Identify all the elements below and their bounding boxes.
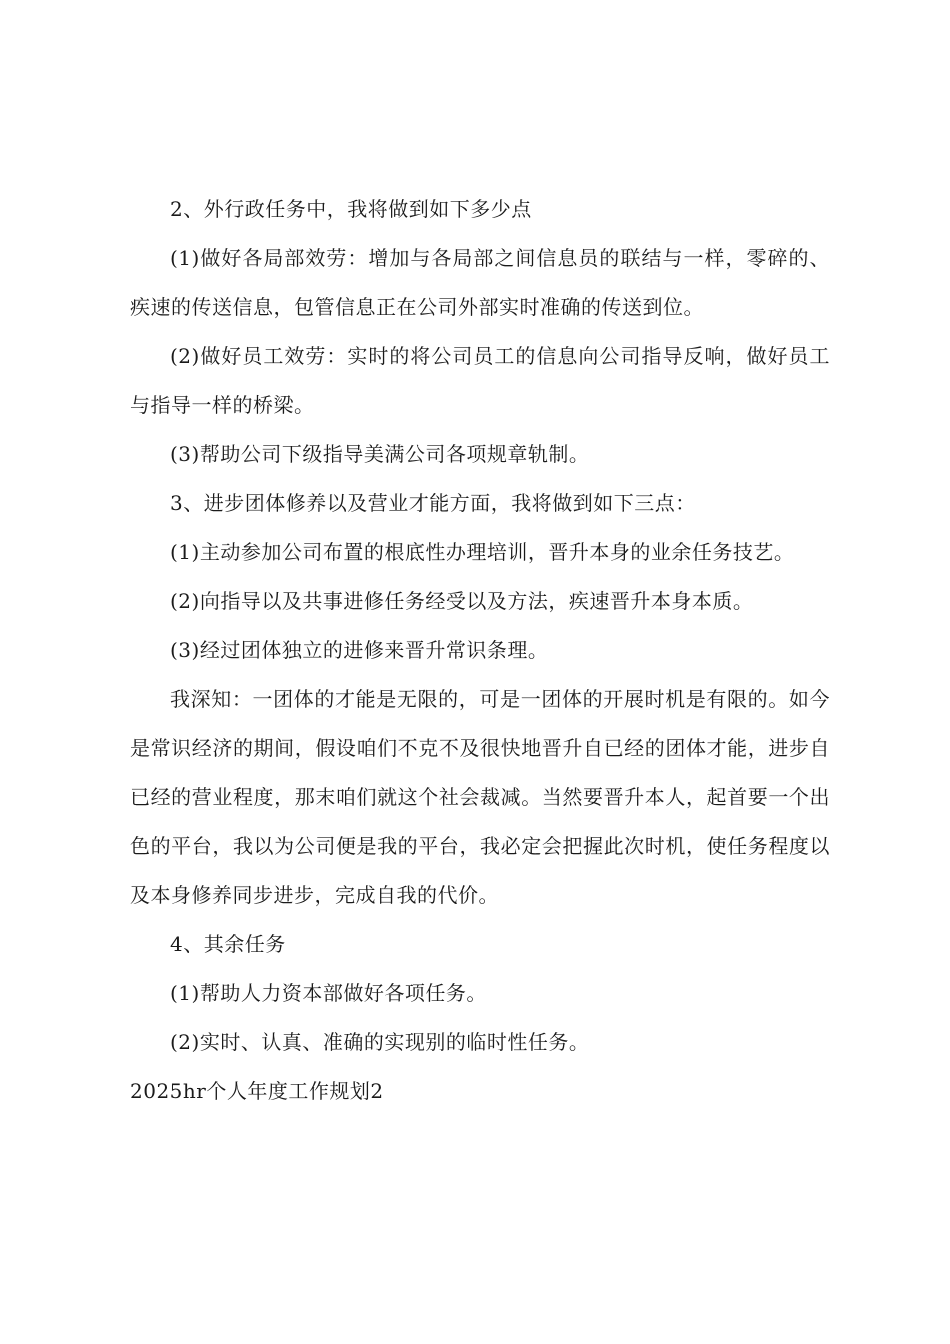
paragraph-item-2-heading: 2、外行政任务中，我将做到如下多少点 [170, 197, 532, 221]
paragraph-item-2-1: (1)做好各局部效劳：增加与各局部之间信息员的联结与一样，零碎的、疾速的传送信息，包管信息正在公司外部实时准确的传送到位。 [130, 246, 830, 319]
document-body [130, 185, 830, 1116]
paragraph-item-3-2: (2)向指导以及共事进修任务经受以及方法，疾速晋升本身本质。 [170, 589, 754, 613]
paragraph-item-3-heading: 3、进步团体修养以及营业才能方面，我将做到如下三点： [170, 491, 696, 515]
paragraph-item-2-3: (3)帮助公司下级指导美满公司各项规章轨制。 [170, 442, 590, 466]
paragraph-item-4-heading: 4、其余任务 [170, 932, 286, 956]
paragraph-item-3-3: (3)经过团体独立的进修来晋升常识条理。 [170, 638, 549, 662]
paragraph-item-3-1: (1)主动参加公司布置的根底性办理培训，晋升本身的业余任务技艺。 [170, 540, 795, 564]
paragraph-reflection: 我深知：一团体的才能是无限的，可是一团体的开展时机是有限的。如今是常识经济的期间，假设咱们不克不及很快地晋升自已经的团体才能，进步自已经的营业程度，那末咱们就这个社会裁减。当然要晋升本人，起首要一个出色的平台，我以为公司便是我的平台，我必定会把握此次时机，使任务程度以及本身修养同步进步，完成自我的代价。 [130, 687, 830, 907]
paragraph-item-4-1: (1)帮助人力资本部做好各项任务。 [170, 981, 487, 1005]
paragraph-item-4-2: (2)实时、认真、准确的实现别的临时性任务。 [170, 1030, 590, 1054]
paragraph-item-2-2: (2)做好员工效劳：实时的将公司员工的信息向公司指导反响，做好员工与指导一样的桥梁。 [130, 344, 830, 417]
section-heading: 2025hr个人年度工作规划2 [130, 1079, 384, 1103]
